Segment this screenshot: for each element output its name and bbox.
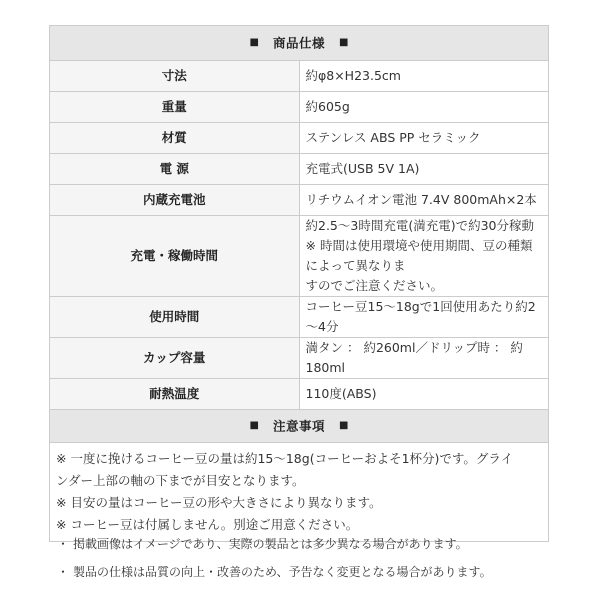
caution-line: ※ コーヒー豆は付属しません。別途ご用意ください。	[56, 517, 359, 532]
spec-value	[299, 61, 549, 92]
spec-label: 重量	[50, 92, 300, 123]
square-bullet-icon: ■	[249, 37, 259, 49]
spec-row-power	[50, 154, 549, 185]
spec-value-line: 充電式(USB 5V 1A)	[305, 161, 420, 176]
spec-value-line: 約φ8×H23.5cm	[305, 68, 401, 83]
spec-value	[299, 123, 549, 154]
product-spec-table	[49, 25, 549, 542]
caution-line: ※ 一度に挽けるコーヒー豆の量は約15～18g(コーヒーおよそ1杯分)です。グライ	[56, 451, 514, 466]
spec-value	[299, 92, 549, 123]
spec-header-row	[50, 26, 549, 61]
caution-body-row	[50, 443, 549, 542]
caution-notes	[50, 443, 549, 542]
bullet-dot-icon: ・	[57, 565, 70, 579]
footer-note	[57, 558, 567, 586]
spec-value-line: 満タン ： 約260ml／ドリップ時 ： 約180ml	[305, 340, 523, 375]
caution-line: ※ 目安の量はコーヒー豆の形や大きさにより異なります。	[56, 495, 382, 510]
spec-value-line: すのでご注意ください。	[305, 278, 444, 293]
spec-value-line: 約605g	[305, 99, 350, 114]
square-bullet-icon: ■	[339, 420, 349, 432]
footer-note-text: 掲載画像はイメージであり、実際の製品とは多少異なる場合があります。	[73, 537, 468, 551]
spec-row-cup-capacity	[50, 338, 549, 379]
spec-value	[299, 297, 549, 338]
spec-row-dimensions	[50, 61, 549, 92]
spec-label: 使用時間	[50, 297, 300, 338]
caution-header-row	[50, 410, 549, 443]
spec-value	[299, 379, 549, 410]
caution-section-header	[50, 410, 549, 443]
spec-section-title: 商品仕様	[272, 35, 325, 51]
spec-value-line: リチウムイオン電池 7.4V 800mAh×2本	[305, 192, 537, 207]
spec-row-battery	[50, 185, 549, 216]
spec-label: 寸法	[50, 61, 300, 92]
spec-label: カップ容量	[50, 338, 300, 379]
spec-value-line: 約2.5～3時間充電(満充電)で約30分稼動	[305, 218, 534, 233]
spec-value	[299, 154, 549, 185]
spec-label: 材質	[50, 123, 300, 154]
caution-line: ンダー上部の軸の下までが目安となります。	[56, 473, 305, 488]
spec-row-charge-time	[50, 216, 549, 297]
spec-value	[299, 338, 549, 379]
spec-label: 耐熱温度	[50, 379, 300, 410]
square-bullet-icon: ■	[249, 420, 259, 432]
spec-value	[299, 185, 549, 216]
spec-label: 充電・稼働時間	[50, 216, 300, 297]
footer-note	[57, 530, 567, 558]
spec-section-header	[50, 26, 549, 61]
square-bullet-icon: ■	[339, 37, 349, 49]
spec-value-line: 110度(ABS)	[305, 386, 377, 401]
spec-value	[299, 216, 549, 297]
spec-row-weight	[50, 92, 549, 123]
footer-note-text: 製品の仕様は品質の向上・改善のため、予告なく変更となる場合があります。	[73, 565, 492, 579]
spec-row-material	[50, 123, 549, 154]
footer-disclaimers	[57, 530, 567, 586]
caution-section-title: 注意事項	[272, 418, 325, 434]
spec-value-line: コーヒー豆15～18gで1回使用あたり約2～4分	[305, 299, 536, 334]
spec-label: 電 源	[50, 154, 300, 185]
bullet-dot-icon: ・	[57, 537, 70, 551]
spec-value-line: ステンレス ABS PP セラミック	[305, 130, 481, 145]
spec-value-line: ※ 時間は使用環境や使用期間、豆の種類によって異なりま	[305, 238, 533, 273]
spec-label: 内蔵充電池	[50, 185, 300, 216]
spec-row-usage-time	[50, 297, 549, 338]
spec-row-heat-resistance	[50, 379, 549, 410]
